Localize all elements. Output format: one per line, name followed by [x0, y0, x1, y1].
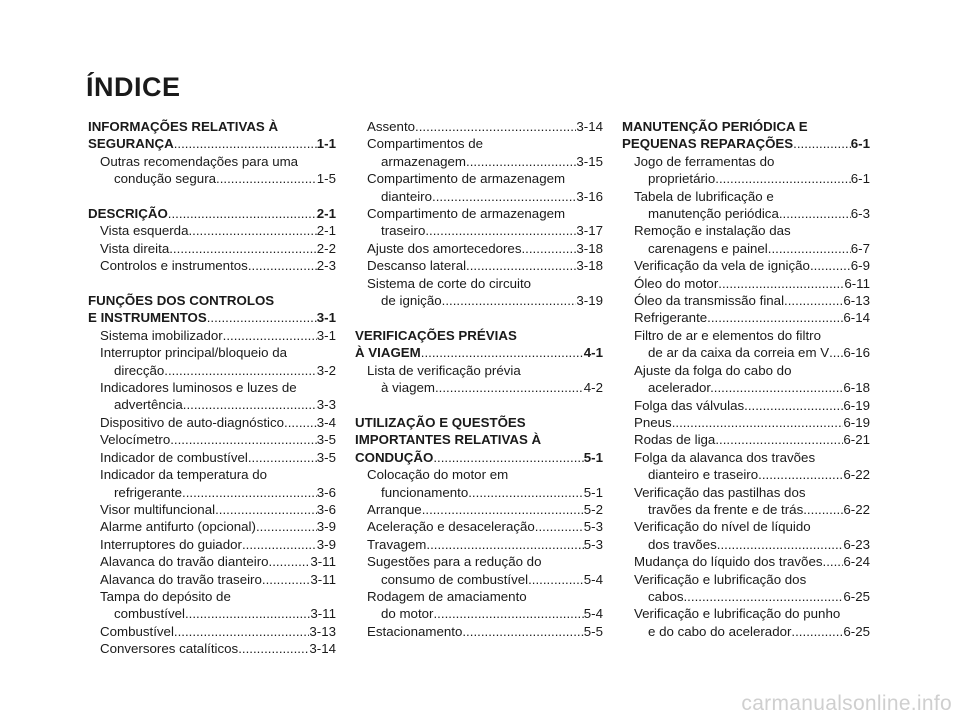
toc-entry-text: CONDUÇÃO [355, 449, 434, 465]
toc-entry[interactable] [88, 518, 336, 535]
toc-entry[interactable] [622, 414, 870, 431]
toc-page-number: 5-2 [583, 501, 603, 517]
dot-leader [238, 640, 309, 657]
toc-page-number: 5-1 [583, 449, 603, 465]
toc-entry[interactable] [355, 501, 603, 518]
dot-leader [415, 118, 576, 135]
toc-column-2 [355, 118, 603, 640]
toc-entry-text: armazenagem [381, 153, 466, 169]
toc-entry[interactable] [88, 449, 336, 466]
watermark: carmanualsonline.info [741, 692, 952, 715]
toc-entry-text: Indicador da temperatura do [100, 467, 268, 483]
toc-entry-text: Filtro de ar e elementos do filtro [634, 327, 821, 343]
toc-entry[interactable] [622, 362, 870, 397]
toc-entry[interactable] [622, 327, 870, 362]
toc-entry-text: Verificação e lubrificação do punho [634, 606, 841, 622]
toc-page-number: 5-3 [583, 519, 603, 535]
toc-entry[interactable] [622, 605, 870, 640]
toc-entry-text: SEGURANÇA [88, 136, 174, 152]
toc-page-number: 3-5 [316, 449, 336, 465]
toc-entry[interactable] [88, 571, 336, 588]
toc-entry-text: Sugestões para a redução do [367, 554, 542, 570]
dot-leader [829, 344, 843, 361]
toc-page-number: 3-19 [576, 293, 603, 309]
dot-leader [791, 623, 843, 640]
toc-page-number: 6-23 [843, 536, 870, 552]
toc-entry[interactable] [355, 553, 603, 588]
toc-entry-text: Rodagem de amaciamento [367, 588, 527, 604]
toc-page-number: 1-1 [316, 136, 336, 152]
toc-page-number: 6-1 [850, 136, 870, 152]
toc-section-entry[interactable] [88, 292, 336, 327]
toc-page-number: 6-3 [850, 206, 870, 222]
toc-entry-text: consumo de combustível [381, 571, 529, 587]
toc-page-number: 3-15 [576, 153, 603, 169]
dot-leader [421, 344, 584, 361]
dot-leader [248, 257, 317, 274]
toc-page-number: 6-19 [843, 414, 870, 430]
toc-entry-text: Interruptores do guiador [100, 536, 242, 552]
dot-leader [223, 327, 317, 344]
toc-page-number: 2-3 [316, 258, 336, 274]
toc-entry[interactable] [355, 362, 603, 397]
toc-entry-text: INFORMAÇÕES RELATIVAS À [88, 119, 279, 134]
toc-entry-text: Colocação do motor em [367, 467, 509, 483]
dot-leader [433, 605, 583, 622]
toc-entry-text: Alarme antifurto (opcional) [100, 519, 256, 535]
toc-entry-text: E INSTRUMENTOS [88, 310, 207, 326]
toc-entry-text: manutenção periódica. [648, 206, 783, 222]
toc-entry[interactable] [88, 257, 336, 274]
toc-page-number: 6-13 [843, 293, 870, 309]
toc-entry-text: Ajuste da folga do cabo do [634, 362, 792, 378]
dot-leader [262, 571, 310, 588]
toc-entry[interactable] [622, 188, 870, 223]
toc-entry-text: Indicador de combustível [100, 449, 248, 465]
toc-entry-text: Tabela de lubrificação e [634, 188, 774, 204]
toc-entry[interactable] [88, 153, 336, 188]
toc-section-entry[interactable] [355, 327, 603, 362]
toc-page-number: 5-4 [583, 571, 603, 587]
toc-page-number: 6-9 [850, 258, 870, 274]
toc-page-number: 3-3 [316, 397, 336, 413]
toc-entry-text: Outras recomendações para uma [100, 153, 299, 169]
toc-page-number: 3-11 [310, 571, 336, 587]
toc-page-number: 6-19 [843, 397, 870, 413]
toc-entry-text: IMPORTANTES RELATIVAS À [355, 432, 542, 448]
dot-leader [170, 431, 317, 448]
toc-entry-text: FUNÇÕES DOS CONTROLOS [88, 293, 275, 309]
toc-entry-text: Rodas de liga. [634, 432, 720, 448]
toc-entry-text: carenagens e painel [648, 240, 768, 256]
dot-leader [284, 414, 317, 431]
toc-entry[interactable] [622, 449, 870, 484]
toc-entry-text: Velocímetro [100, 432, 171, 448]
toc-entry[interactable] [355, 240, 603, 257]
toc-entry[interactable] [88, 588, 336, 623]
toc-entry[interactable] [355, 275, 603, 310]
toc-page-number: 3-17 [576, 223, 603, 239]
dot-leader [169, 240, 317, 257]
dot-leader [164, 362, 317, 379]
toc-entry-text: de ignição [381, 293, 442, 309]
dot-leader [466, 257, 576, 274]
toc-entry[interactable] [622, 397, 870, 414]
toc-entry-text: Assento [367, 119, 416, 134]
toc-page-number: 6-22 [843, 467, 870, 483]
toc-entry-text: Sistema de corte do circuito [367, 275, 532, 291]
toc-entry-text: Verificação da vela de ignição [634, 258, 810, 274]
toc-entry[interactable] [355, 588, 603, 623]
toc-page-number: 2-2 [316, 240, 336, 256]
toc-entry[interactable] [88, 640, 336, 657]
dot-leader [525, 240, 576, 257]
toc-page-number: 3-16 [576, 188, 603, 204]
dot-leader [174, 623, 309, 640]
toc-page-number: 5-1 [583, 484, 603, 500]
toc-entry[interactable] [355, 466, 603, 501]
toc-entry-text: Dispositivo de auto-diagnóstico [100, 414, 285, 430]
toc-entry-text: direcção [114, 362, 165, 378]
toc-entry-text: Combustível [100, 623, 174, 639]
toc-entry-text: Ajuste dos amortecedores. [367, 240, 526, 256]
toc-entry-text: VERIFICAÇÕES PRÉVIAS [355, 327, 517, 343]
dot-leader [442, 292, 577, 309]
toc-entry[interactable] [88, 414, 336, 431]
dot-leader [718, 275, 844, 292]
toc-entry-text: Lista de verificação prévia [367, 362, 521, 378]
toc-entry-text: Sistema imobilizador [100, 327, 223, 343]
toc-entry-text: Folga da alavanca dos travões [634, 449, 816, 465]
dot-leader [744, 397, 843, 414]
toc-entry-text: Verificação das pastilhas dos [634, 484, 806, 500]
toc-entry-text: Descanso lateral [367, 258, 467, 274]
toc-entry-text: MANUTENÇÃO PERIÓDICA E [622, 119, 808, 134]
toc-entry[interactable] [88, 466, 336, 501]
toc-page-number: 3-11 [310, 554, 336, 570]
dot-leader [174, 135, 317, 152]
toc-page-number: 3-1 [316, 310, 336, 326]
toc-entry-text: e do cabo do acelerador [648, 623, 792, 639]
toc-entry-text: Vista esquerda [100, 223, 189, 239]
toc-entry-text: Estacionamento [367, 623, 463, 639]
toc-entry-text: Travagem [367, 536, 427, 552]
dot-leader [188, 222, 316, 239]
toc-entry-text: Interruptor principal/bloqueio da [100, 345, 288, 361]
toc-page-number: 5-5 [583, 623, 603, 639]
toc-page-number: 2-1 [316, 223, 336, 239]
toc-entry[interactable] [88, 431, 336, 448]
toc-page-number: 3-11 [310, 606, 336, 622]
toc-entry-text: Óleo do motor [634, 275, 719, 291]
toc-page-number: 3-9 [316, 536, 336, 552]
toc-page-number: 3-6 [316, 484, 336, 500]
toc-entry[interactable] [88, 327, 336, 344]
toc-entry[interactable] [622, 309, 870, 326]
toc-entry-text: funcionamento [381, 484, 469, 500]
toc-entry[interactable] [355, 205, 603, 240]
toc-page-number: 3-13 [309, 623, 336, 639]
toc-page-number: 6-25 [843, 588, 870, 604]
toc-entry-text: Verificação e lubrificação dos [634, 571, 807, 587]
dot-leader [715, 170, 851, 187]
toc-page-number: 5-3 [583, 536, 603, 552]
toc-entry[interactable] [622, 153, 870, 188]
toc-entry-text: UTILIZAÇÃO E QUESTÕES [355, 414, 526, 430]
toc-entry[interactable] [88, 553, 336, 570]
toc-page-number: 2-1 [316, 206, 336, 222]
toc-entry-text: Aceleração e desaceleração [367, 519, 535, 535]
dot-leader [707, 309, 843, 326]
toc-entry-text: Folga das válvulas [634, 397, 745, 413]
toc-entry-text: dianteiro [381, 188, 433, 204]
dot-leader [248, 449, 317, 466]
toc-entry-text: Compartimento de armazenagem [367, 206, 566, 222]
dot-leader [425, 222, 576, 239]
toc-entry[interactable] [355, 170, 603, 205]
toc-page-number: 4-2 [583, 380, 603, 396]
dot-leader [433, 449, 583, 466]
toc-entry-text: Vista direita [100, 240, 170, 256]
toc-entry-text: Jogo de ferramentas do [634, 153, 775, 169]
toc-entry[interactable] [622, 257, 870, 274]
dot-leader [720, 536, 843, 553]
dot-leader [435, 379, 584, 396]
toc-entry[interactable] [355, 257, 603, 274]
toc-page-number: 6-21 [843, 432, 870, 448]
toc-entry[interactable] [622, 571, 870, 606]
toc-entry[interactable] [355, 135, 603, 170]
toc-entry-text: cabos [648, 588, 684, 604]
toc-page-number: 3-14 [576, 119, 603, 134]
toc-entry-text: Controlos e instrumentos [100, 258, 248, 274]
toc-entry-text: dianteiro e traseiro. [648, 467, 762, 483]
toc-page-number: 3-6 [316, 501, 336, 517]
dot-leader [768, 240, 851, 257]
dot-leader [422, 501, 584, 518]
toc-entry-text: Conversores catalíticos [100, 641, 239, 657]
toc-page-number: 6-22 [843, 501, 870, 517]
dot-leader [207, 309, 317, 326]
toc-page-number: 1-5 [316, 171, 336, 187]
dot-leader [784, 292, 843, 309]
toc-column-3 [622, 118, 870, 640]
toc-entry[interactable] [622, 275, 870, 292]
toc-entry-text: DESCRIÇÃO [88, 206, 168, 222]
toc-entry-text: proprietário [648, 171, 716, 187]
toc-page-number: 3-4 [316, 414, 336, 430]
toc-entry-text: do motor [381, 606, 434, 622]
toc-entry[interactable] [88, 240, 336, 257]
toc-page-number: 3-14 [309, 641, 336, 657]
toc-entry[interactable] [622, 484, 870, 519]
dot-leader [185, 605, 310, 622]
toc-page-number: 3-1 [316, 327, 336, 343]
toc-entry-text: de ar da caixa da correia em V [648, 345, 830, 361]
toc-entry-text: dos travões. [648, 536, 721, 552]
toc-page-number: 3-2 [316, 362, 336, 378]
toc-column-1 [88, 118, 336, 658]
toc-entry[interactable] [355, 118, 603, 135]
dot-leader [714, 379, 844, 396]
toc-section-entry[interactable] [355, 414, 603, 466]
toc-page-number: 6-24 [843, 554, 870, 570]
dot-leader [168, 205, 317, 222]
toc-page-number: 6-7 [850, 240, 870, 256]
dot-leader [528, 571, 584, 588]
toc-entry-text: Tampa do depósito de [100, 588, 231, 604]
dot-leader [762, 466, 844, 483]
toc-entry[interactable] [88, 501, 336, 518]
dot-leader [215, 501, 317, 518]
toc-entry-text: à viagem [381, 380, 435, 396]
toc-entry[interactable] [88, 222, 336, 239]
dot-leader [216, 170, 317, 187]
toc-page-number: 6-25 [843, 623, 870, 639]
toc-page-number: 6-11 [844, 275, 870, 291]
toc-entry[interactable] [88, 344, 336, 379]
toc-section-entry[interactable] [622, 118, 870, 153]
dot-leader [793, 135, 851, 152]
dot-leader [269, 553, 311, 570]
toc-entry[interactable] [622, 292, 870, 309]
toc-page-number: 6-1 [850, 171, 870, 187]
dot-leader [823, 553, 844, 570]
toc-entry-text: condução segura [114, 171, 217, 187]
toc-entry-text: À VIAGEM [355, 345, 421, 361]
toc-entry[interactable] [622, 431, 870, 448]
dot-leader [810, 257, 851, 274]
toc-entry[interactable] [622, 518, 870, 553]
dot-leader [535, 518, 584, 535]
dot-leader [672, 414, 844, 431]
toc-entry[interactable] [355, 518, 603, 535]
toc-entry-text: Arranque [367, 501, 422, 517]
dot-leader [242, 536, 317, 553]
toc-page-number: 6-16 [843, 345, 870, 361]
toc-entry[interactable] [355, 536, 603, 553]
toc-entry[interactable] [88, 623, 336, 640]
toc-entry[interactable] [88, 536, 336, 553]
toc-entry[interactable] [622, 553, 870, 570]
dot-leader [462, 623, 583, 640]
toc-page-number: 5-4 [583, 606, 603, 622]
toc-entry-text: Compartimento de armazenagem [367, 171, 566, 187]
toc-entry-text: Mudança do líquido dos travões [634, 554, 823, 570]
toc-entry-text: acelerador. [648, 380, 714, 396]
toc-section-entry[interactable] [88, 118, 336, 153]
dot-leader [803, 501, 843, 518]
dot-leader [432, 188, 576, 205]
toc-entry-text: combustível [114, 606, 185, 622]
toc-section-entry[interactable] [88, 205, 336, 222]
dot-leader [256, 518, 317, 535]
dot-leader [683, 588, 843, 605]
toc-entry-text: Verificação do nível de líquido [634, 519, 811, 535]
toc-entry-text: advertência [114, 397, 183, 413]
toc-entry-text: Visor multifuncional [100, 501, 216, 517]
toc-page-number: 3-9 [316, 519, 336, 535]
toc-page-number: 3-5 [316, 432, 336, 448]
toc-entry-text: Óleo da transmissão final [634, 293, 785, 309]
toc-entry-text: Indicadores luminosos e luzes de [100, 380, 297, 396]
toc-page-number: 6-14 [843, 310, 870, 326]
toc-entry-text: PEQUENAS REPARAÇÕES [622, 136, 794, 152]
toc-page-number: 6-18 [843, 380, 870, 396]
dot-leader [183, 396, 317, 413]
toc-entry-text: Pneus [634, 414, 672, 430]
toc-entry-text: Compartimentos de [367, 136, 484, 152]
dot-leader [468, 484, 584, 501]
dot-leader [719, 431, 843, 448]
toc-page-number: 3-18 [576, 258, 603, 274]
toc-entry-text: Alavanca do travão traseiro [100, 571, 262, 587]
toc-entry-text: Remoção e instalação das [634, 223, 791, 239]
toc-entry-text: traseiro [381, 223, 426, 239]
toc-entry-text: Alavanca do travão dianteiro [100, 554, 269, 570]
dot-leader [182, 484, 317, 501]
toc-entry[interactable] [355, 623, 603, 640]
dot-leader [466, 153, 576, 170]
toc-entry-text: Refrigerante [634, 310, 708, 326]
toc-entry-text: refrigerante [114, 484, 182, 500]
dot-leader [783, 205, 851, 222]
dot-leader [426, 536, 583, 553]
page-title: ÍNDICE [86, 72, 181, 102]
toc-entry-text: travões da frente e de trás [648, 501, 804, 517]
toc-page-number: 3-18 [576, 240, 603, 256]
toc-entry[interactable] [88, 379, 336, 414]
toc-page-number: 4-1 [583, 345, 603, 361]
toc-entry[interactable] [622, 222, 870, 257]
